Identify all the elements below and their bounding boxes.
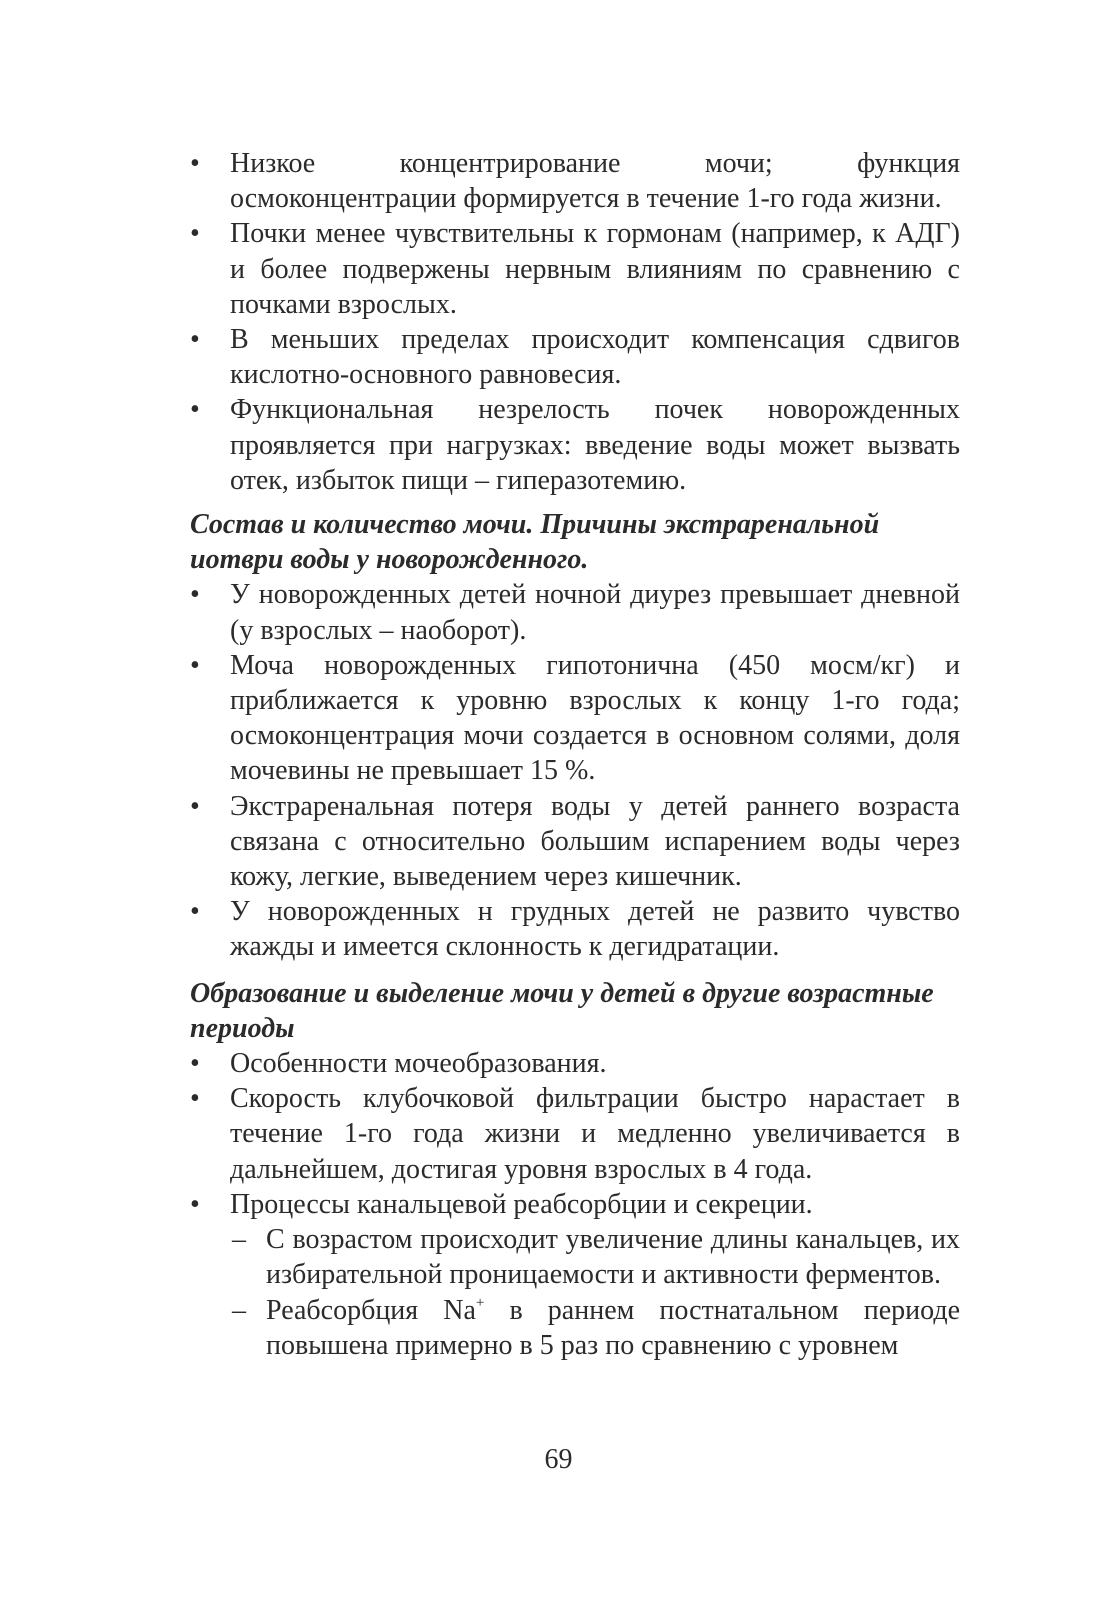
list-item bbox=[190, 392, 960, 498]
list-item-text: Скорость клубочковой фильтрации быстро нарастает в течение 1-го года жизни и медленно увеличивается в дальнейшем, достигая уровня взрослых в 4 года. bbox=[230, 1083, 960, 1185]
list-item bbox=[190, 216, 960, 322]
bullet-icon: • bbox=[190, 649, 200, 681]
dash-icon: – bbox=[232, 1294, 246, 1326]
bullet-icon: • bbox=[190, 1083, 200, 1115]
bullet-icon: • bbox=[190, 218, 200, 250]
list-item-text: Процессы канальцевой реабсорбции и секреции. bbox=[230, 1188, 813, 1220]
bullet-icon: • bbox=[190, 394, 200, 426]
sodium-text: Реабсорбция Na bbox=[266, 1294, 476, 1326]
bullet-icon: • bbox=[190, 148, 200, 179]
list-item-text: Почки менее чувствительны к гормонам (например, к АДГ) и более подвержены нервным влияниям по сравнению с почками взрослых. bbox=[230, 218, 960, 320]
section-heading-urine-formation: Образование и выделение мочи у детей в другие возрастные периоды bbox=[190, 977, 934, 1044]
list-item-text: Моча новорожденных гипотонична (450 мосм/кг) и приближается к уровню взрослых к концу 1-го года; осмоконцентрация мочи создается в основном солями, доля мочевины не превышает 15 %. bbox=[230, 649, 960, 787]
list-item-text: Функциональная незрелость почек новорожденных проявляется при нагрузках: введение воды может вызвать отек, избыток пищи – гиперазотемию. bbox=[230, 394, 960, 496]
sub-list-item-text-rest: в раннем постнатальном периоде повышена примерно в 5 раз по сравнению с уровнем bbox=[266, 1294, 960, 1361]
list-item bbox=[190, 1046, 960, 1081]
bullet-list-urine-composition bbox=[190, 577, 960, 964]
list-item bbox=[190, 894, 960, 964]
list-item bbox=[190, 322, 960, 392]
list-item-text: У новорожденных детей ночной диурез превышает дневной (у взрослых – наоборот). bbox=[230, 579, 960, 646]
bullet-icon: • bbox=[190, 790, 200, 822]
list-item-text: В меньших пределах происходит компенсация сдвигов кислотно-основного равновесия. bbox=[230, 324, 960, 391]
list-item bbox=[190, 577, 960, 647]
sub-list-item-text: С возрастом происходит увеличение длины канальцев, их избирательной проницаемости и активности ферментов. bbox=[266, 1224, 960, 1291]
bullet-list-intro bbox=[190, 146, 960, 498]
list-item bbox=[190, 146, 960, 216]
list-item bbox=[190, 1187, 960, 1222]
page-body bbox=[190, 146, 960, 1363]
section-heading-urine-composition: Состав и количество мочи. Причины экстраренальной иотври воды у новорожденного. bbox=[190, 509, 880, 576]
list-item bbox=[190, 1081, 960, 1187]
list-item bbox=[190, 648, 960, 789]
list-item-text: Особенности мочеобразования. bbox=[230, 1048, 607, 1080]
dash-icon: – bbox=[232, 1224, 246, 1256]
list-item-text: Низкое концентрирование мочи; функция осмоконцентрации формируется в течение 1-го года жизни. bbox=[230, 148, 960, 215]
sub-list-item bbox=[190, 1222, 960, 1292]
bullet-icon: • bbox=[190, 896, 200, 928]
list-item-text: У новорожденных н грудных детей не развито чувство жажды и имеется склонность к дегидратации. bbox=[230, 896, 960, 963]
list-item bbox=[190, 789, 960, 895]
bullet-icon: • bbox=[190, 579, 200, 611]
bullet-list-urine-formation bbox=[190, 1046, 960, 1363]
bullet-icon: • bbox=[190, 324, 200, 356]
bullet-icon: • bbox=[190, 1188, 200, 1220]
ion-charge-superscript: + bbox=[475, 1294, 485, 1311]
list-item-text: Экстраренальная потеря воды у детей раннего возраста связана с относительно большим испарением воды через кожу, легкие, выведением через кишечник. bbox=[230, 790, 960, 893]
sub-list-item-text bbox=[266, 1295, 960, 1361]
sub-list-item bbox=[190, 1293, 960, 1363]
page-number: 69 bbox=[544, 1444, 573, 1475]
bullet-icon: • bbox=[190, 1048, 200, 1080]
